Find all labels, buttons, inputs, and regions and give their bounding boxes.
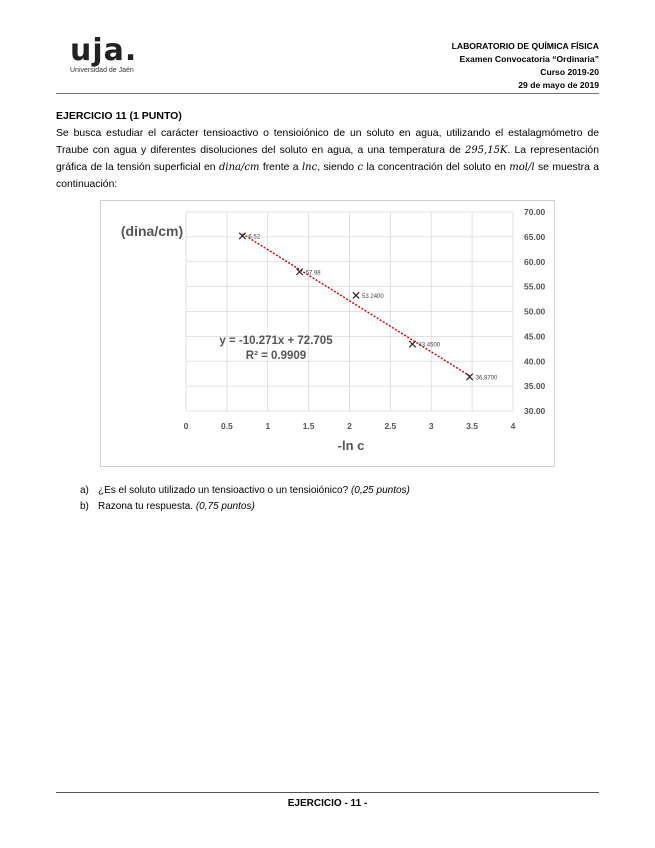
statement-part: la concentración del soluto en [363,162,510,173]
header-lab: LABORATORIO DE QUÍMICA FÍSICA [451,41,599,51]
x-tick-label: 3 [428,421,434,431]
x-tick-label: 2.5 [384,421,397,431]
y-tick-label: 30.00 [524,406,546,416]
temperature-value: 295,15K [464,145,508,156]
question-text: Razona tu respuesta. [98,501,196,512]
header-course: Curso 2019-20 [540,67,599,77]
university-logo [70,33,138,74]
statement-part: , siendo [317,162,358,173]
footer-divider [56,792,599,793]
logo-subtitle: Universidad de Jaén [70,67,134,74]
chart-frame [101,201,555,467]
data-label: 53.2400 [362,293,384,300]
page-footer: EJERCICIO - 11 - [287,798,368,809]
exercise-title: EJERCICIO 11 (1 PUNTO) [56,110,182,122]
y-axis-label: (dina/cm) [120,223,184,239]
question-letter: b) [80,501,89,512]
question-points: (0,75 puntos) [195,501,255,512]
question-a [80,483,410,499]
x-tick-label: 4 [510,421,516,431]
header-divider [56,93,599,94]
statement-part: . La representación gráfica de la tensión superficial en [56,145,599,173]
data-label: 57.98 [305,270,321,277]
x-axis-label: -ln c [337,438,365,453]
x-tick-label: 3.5 [466,421,479,431]
data-label: 43.4500 [418,342,441,349]
x-tick-label: 0.5 [220,421,233,431]
y-tick-labels [524,207,546,416]
statement-part: Se busca estudiar el carácter tensioactivo o tensioiónico de un soluto en agua, utilizando el estalagmómetro de Traube con agua y diferentes disoluciones del soluto en agua, a una temperatura de [56,128,599,156]
x-tick-label: 1.5 [302,421,315,431]
questions-list [80,483,410,515]
header-date: 29 de mayo de 2019 [518,80,599,90]
question-letter: a) [80,485,89,496]
exercise-statement [56,125,599,193]
y-tick-label: 65.00 [524,231,546,242]
question-b [80,499,410,515]
y-tick-label: 50.00 [524,306,546,317]
tension-unit: dina/cm [218,162,260,173]
y-tick-label: 60.00 [524,256,546,267]
x-tick-label: 1 [265,421,271,431]
c-symbol: c [357,162,364,173]
y-tick-label: 45.00 [524,331,546,342]
y-tick-label: 55.00 [524,281,546,292]
y-tick-label: 40.00 [524,356,546,367]
y-tick-label: 70.00 [524,207,546,217]
data-label: 6.52 [248,234,261,241]
tension-chart [100,200,555,468]
trendline-r2: R² = 0.9909 [245,350,307,362]
y-tick-label: 35.00 [524,381,546,392]
statement-part: se muestra a continuación: [56,162,600,190]
header-exam: Examen Convocatoria “Ordinaria” [459,54,599,64]
data-label: 36.8700 [475,375,498,382]
statement-part: frente a [259,162,302,173]
trendline-equation: y = -10.271x + 72.705 [219,335,333,347]
x-tick-label: 0 [183,421,189,431]
concentration-unit: mol/l [509,162,535,173]
question-text: ¿Es el soluto utilizado un tensioactivo o un tensioiónico? [98,485,351,496]
lnc-symbol: lnc [301,162,318,173]
logo-mark: uja. [70,33,138,68]
header-info [452,40,599,92]
question-points: (0,25 puntos) [350,485,410,496]
x-tick-label: 2 [347,421,352,431]
